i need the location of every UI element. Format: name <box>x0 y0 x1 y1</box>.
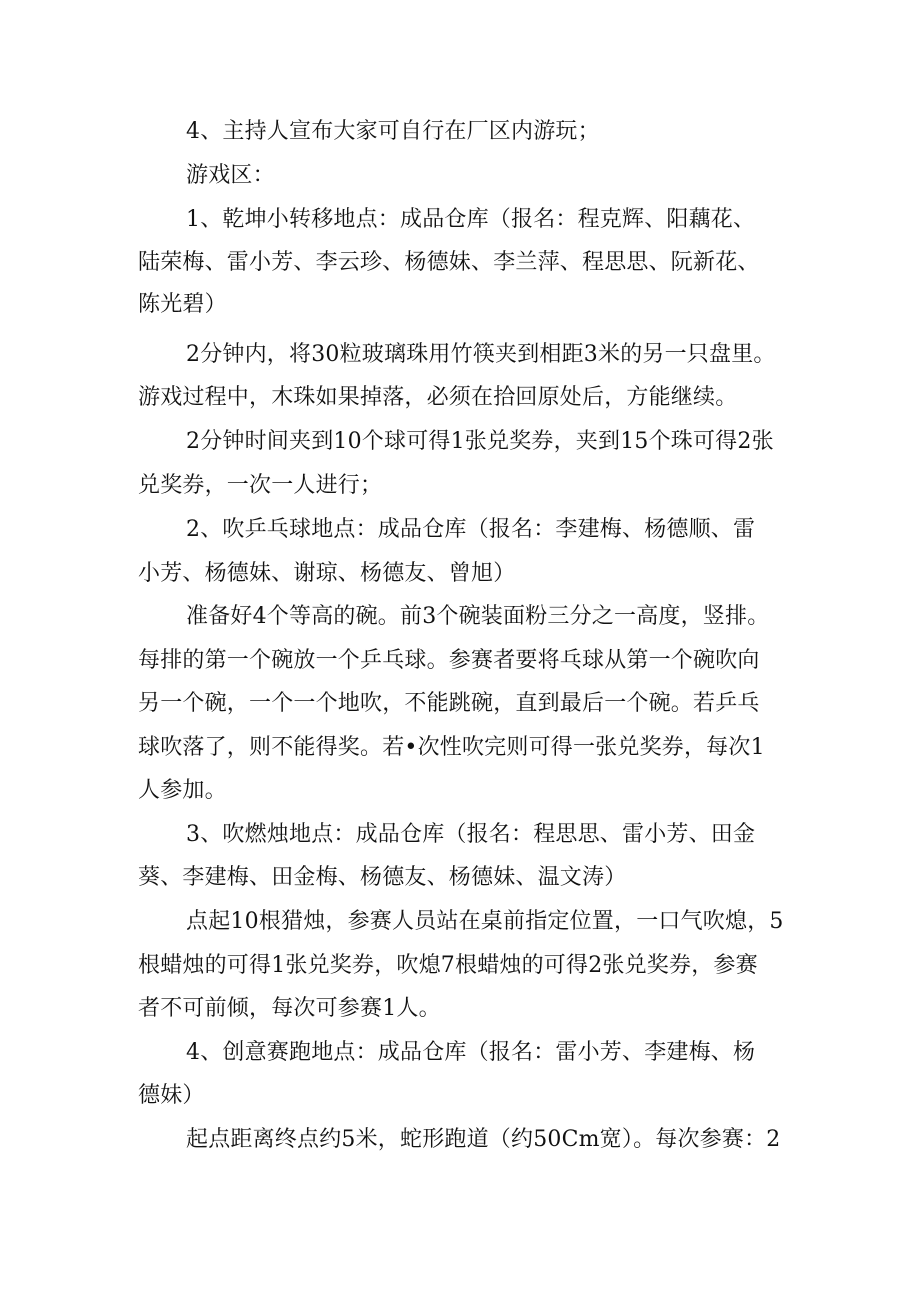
paragraph-line: 起点距离终点约5米，蛇形跑道（约50Cm宽）。每次参赛：2 <box>186 1127 781 1152</box>
paragraph-line: 人参加。 <box>138 778 227 803</box>
game-2-title-line: 小芳、杨德妹、谢琼、杨德友、曾旭） <box>138 561 516 586</box>
game-3-title-line: 3、吹燃烛地点：成品仓库（报名：程思思、雷小芳、田金 <box>186 822 756 847</box>
section-heading: 游戏区： <box>186 163 275 188</box>
paragraph-line: 兑奖券，一次一人进行； <box>138 473 383 498</box>
paragraph-line: 游戏过程中，木珠如果掉落，必须在拾回原处后，方能继续。 <box>138 385 738 410</box>
paragraph-line: 准备好4个等高的碗。前3个碗装面粉三分之一高度，竖排。 <box>186 604 770 629</box>
paragraph-line: 2分钟时间夹到10个球可得1张兑奖券，夹到15个珠可得2张 <box>186 429 774 454</box>
game-1-title-line: 陈光碧） <box>138 292 227 317</box>
paragraph-line: 2分钟内，将30粒玻璃珠用竹筷夹到相距3米的另一只盘里。 <box>186 342 776 367</box>
paragraph-line: 根蜡烛的可得1张兑奖券，吹熄7根蜡烛的可得2张兑奖券，参赛 <box>138 953 758 978</box>
game-2-title-line: 2、吹乒乓球地点：成品仓库（报名：李建梅、杨德顺、雷 <box>186 517 756 542</box>
game-3-title-line: 葵、李建梅、田金梅、杨德友、杨德妹、温文涛） <box>138 865 627 890</box>
paragraph-line: 4、主持人宣布大家可自行在厂区内游玩； <box>186 119 600 144</box>
paragraph-line: 另一个碗，一个一个地吹，不能跳碗，直到最后一个碗。若乒乓 <box>138 691 760 716</box>
game-1-title-line: 1、乾坤小转移地点：成品仓库（报名：程克辉、阳藕花、 <box>186 207 756 232</box>
game-1-title-line: 陆荣梅、雷小芳、李云珍、杨德妹、李兰萍、程思思、阮新花、 <box>138 250 760 275</box>
paragraph-line: 者不可前倾，每次可参赛1人。 <box>138 996 441 1021</box>
paragraph-line: 球吹落了，则不能得奖。若•次性吹完则可得一张兑奖券，每次1 <box>138 735 765 760</box>
paragraph-line: 每排的第一个碗放一个乒乓球。参赛者要将乓球从第一个碗吹向 <box>138 648 760 673</box>
game-4-title-line: 德妹） <box>138 1083 205 1108</box>
paragraph-line: 点起10根猎烛，参赛人员站在桌前指定位置，一口气吹熄，5 <box>186 909 784 934</box>
game-4-title-line: 4、创意赛跑地点：成品仓库（报名：雷小芳、李建梅、杨 <box>186 1040 756 1065</box>
